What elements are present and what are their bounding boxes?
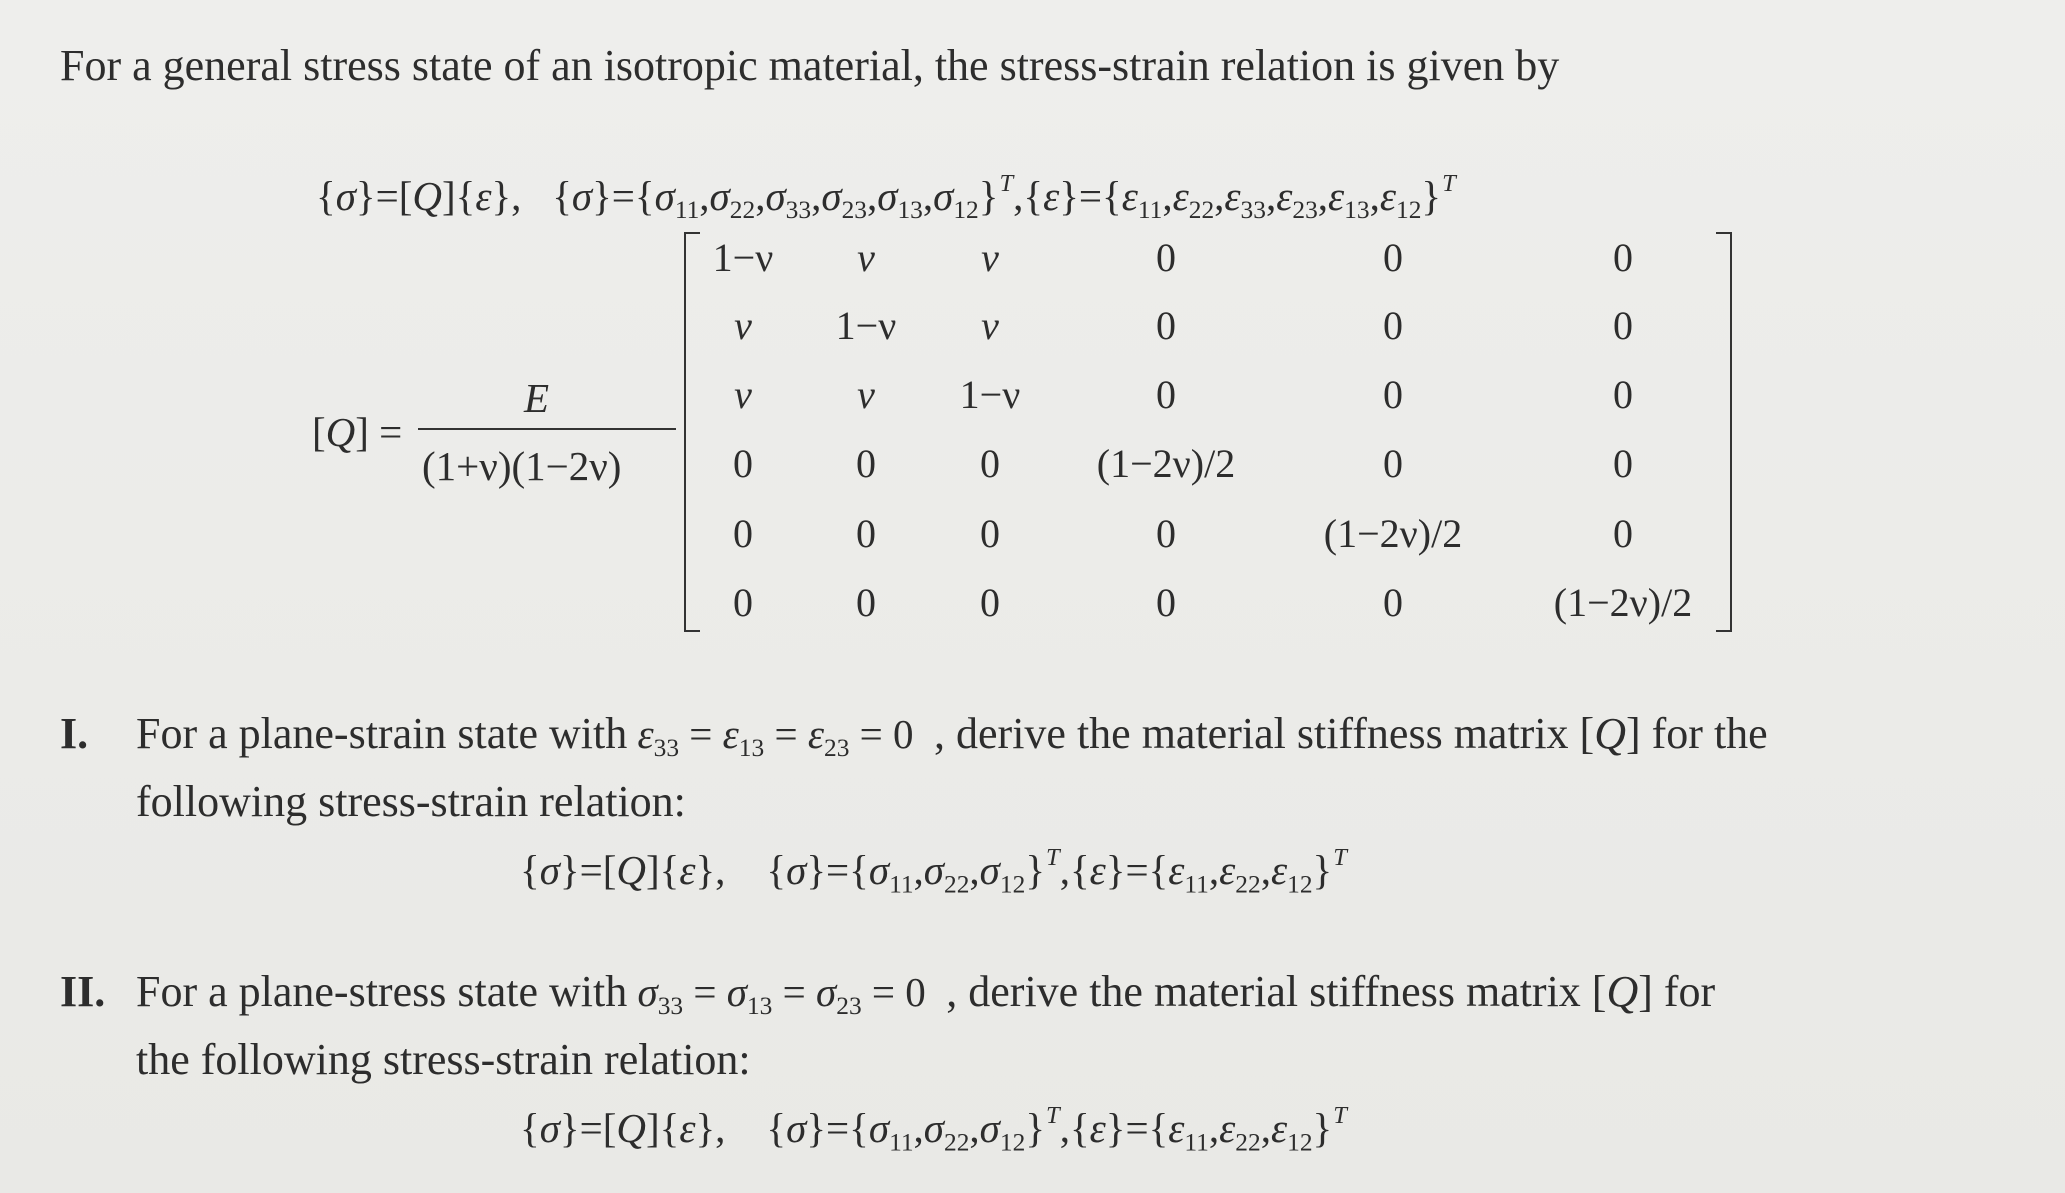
fraction-denominator: (1+ν)(1−2ν) (422, 443, 622, 489)
general-relation: {σ}=[Q]{ε}, (316, 173, 522, 220)
part1-numeral: I. (60, 709, 89, 758)
matrix-cell: 1−ν (712, 235, 774, 280)
matrix-cell: 0 (1156, 580, 1176, 625)
matrix-cell: 0 (1383, 303, 1403, 348)
general-sigma-vector: $\{\sigma\}=\{\sigma_{11},\sigma_{22},\sigma_{33},\sigma_{23},\sigma_{13},\sigma_{12}\}^T$, (552, 170, 1024, 225)
general-eps-vector: $\{\varepsilon\}=\{\varepsilon_{11},\varepsilon_{22},\varepsilon_{33},\varepsilon_{23},\varepsilon_{13},\varepsilon_{12}\}^T$ (1023, 170, 1456, 225)
fraction-numerator: E (524, 375, 550, 421)
matrix-cell: 0 (980, 580, 1000, 625)
part1-equation: {σ}=[Q]{ε}, $\{\sigma\}=\{\sigma_{11},\sigma_{22},\sigma_{12}\}^T,\{\varepsilon\}=\{\varepsilon_{11},\varepsilon_{22},\varepsilon_{12}\}^T$ (520, 844, 1347, 899)
part2-condition: $\sigma_{33} = \sigma_{13} = \sigma_{23} = 0$ (637, 969, 947, 1021)
part1-text-after: , derive the material stiffness matrix [Q] for the (934, 709, 1768, 758)
matrix-cell: 0 (1613, 372, 1633, 417)
matrix-cell: ν (857, 235, 875, 280)
matrix-cell: 0 (1613, 235, 1633, 280)
matrix-cell: 0 (1383, 372, 1403, 417)
matrix-cell: 0 (980, 441, 1000, 486)
matrix-cell: (1−2ν)/2 (1553, 580, 1693, 625)
matrix-cell: (1−2ν)/2 (1323, 511, 1463, 556)
part2-line1 (136, 967, 1716, 1021)
general-equation (316, 172, 1456, 224)
matrix-cell: 0 (733, 511, 753, 556)
part2-text-before: For a plane-stress state with (136, 967, 628, 1016)
matrix-cell: ν (857, 372, 875, 417)
matrix-cell: (1−2ν)/2 (1096, 441, 1236, 486)
matrix-cell: 1−ν (959, 372, 1021, 417)
matrix-cell: 0 (856, 441, 876, 486)
part1-line1 (136, 709, 1768, 763)
part1-line2: following stress-strain relation: (136, 777, 686, 826)
matrix-cell: 0 (1156, 235, 1176, 280)
matrix-cell: 0 (856, 511, 876, 556)
matrix-cell: 0 (1383, 580, 1403, 625)
matrix-cell: 0 (1383, 441, 1403, 486)
matrix-cell: 0 (1156, 303, 1176, 348)
part1-condition: $\varepsilon_{33} = \varepsilon_{13} = \varepsilon_{23} = 0$ (637, 711, 935, 763)
matrix-cell: 0 (1156, 511, 1176, 556)
matrix-cell: ν (734, 303, 752, 348)
matrix-cell: ν (734, 372, 752, 417)
fraction-bar (418, 428, 676, 430)
matrix-cell: 0 (1613, 511, 1633, 556)
part2-equation: {σ}=[Q]{ε}, $\{\sigma\}=\{\sigma_{11},\sigma_{22},\sigma_{12}\}^T,\{\varepsilon\}=\{\varepsilon_{11},\varepsilon_{22},\varepsilon_{12}\}^T$ (520, 1102, 1347, 1157)
intro-text: For a general stress state of an isotropic material, the stress-strain relation is given by (60, 41, 1560, 90)
matrix-cell: ν (981, 235, 999, 280)
matrix-cell: 0 (1383, 235, 1403, 280)
matrix-cell: 0 (1613, 441, 1633, 486)
matrix-cell: 0 (980, 511, 1000, 556)
part1-text-before: For a plane-strain state with (136, 709, 628, 758)
matrix-cell: 0 (1613, 303, 1633, 348)
matrix-cell: ν (981, 303, 999, 348)
matrix-cell: 1−ν (835, 303, 897, 348)
part2-numeral: II. (60, 967, 106, 1016)
matrix-cell: 0 (856, 580, 876, 625)
matrix-cell: 0 (733, 580, 753, 625)
part2-line2: the following stress-strain relation: (136, 1035, 751, 1084)
matrix-right-bracket (1716, 232, 1732, 632)
matrix-cell: 0 (733, 441, 753, 486)
part2-text-after: , derive the material stiffness matrix [Q] for (946, 967, 1716, 1016)
q-lhs: [Q] = (312, 409, 403, 455)
matrix-cell: 0 (1156, 372, 1176, 417)
matrix-left-bracket (684, 232, 700, 632)
